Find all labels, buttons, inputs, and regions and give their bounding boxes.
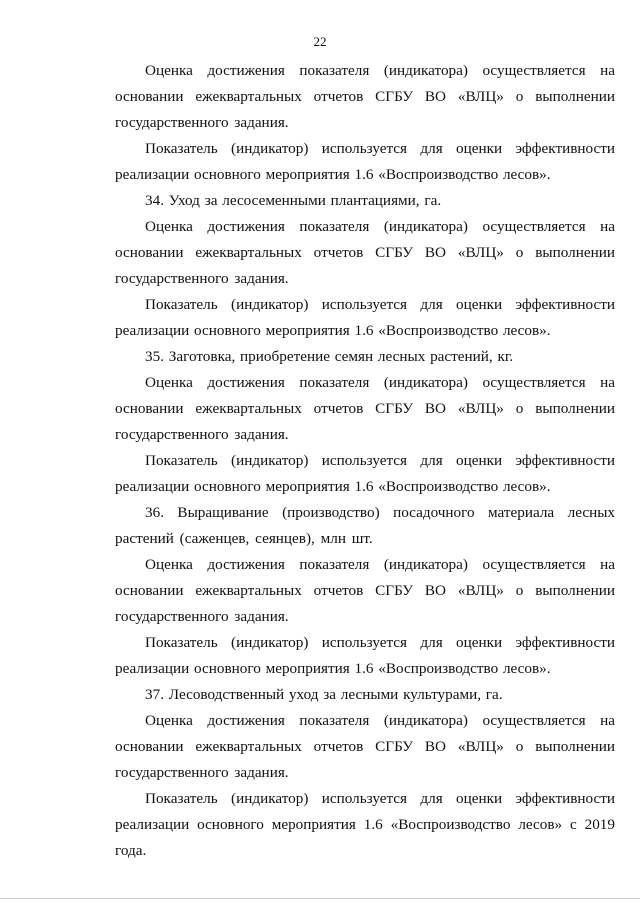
document-body	[115, 58, 615, 864]
paragraph-assessment-basis: Оценка достижения показателя (индикатора) осуществляется на основании ежеквартальных отчетов СГБУ ВО «ВЛЦ» о выполнении государственного задания.	[115, 374, 615, 443]
page-number: 22	[313, 34, 327, 49]
paragraph-item-35: 35. Заготовка, приобретение семян лесных растений, кг.	[145, 348, 514, 365]
paragraph-indicator-usage: Показатель (индикатор) используется для оценки эффективности реализации основного мероприятия 1.6 «Воспроизводство лесов».	[115, 140, 615, 183]
paragraph-item-34: 34. Уход за лесосеменными плантациями, га.	[145, 192, 442, 209]
paragraph-item-36: 36. Выращивание (производство) посадочного материала лесных растений (саженцев, сеянцев), млн шт.	[115, 504, 615, 547]
paragraph-assessment-basis: Оценка достижения показателя (индикатора) осуществляется на основании ежеквартальных отчетов СГБУ ВО «ВЛЦ» о выполнении государственного задания.	[115, 218, 615, 287]
paragraph-indicator-usage: Показатель (индикатор) используется для оценки эффективности реализации основного мероприятия 1.6 «Воспроизводство лесов».	[115, 296, 615, 339]
paragraph-item-37: 37. Лесоводственный уход за лесными культурами, га.	[145, 686, 503, 703]
paragraph-assessment-basis: Оценка достижения показателя (индикатора) осуществляется на основании ежеквартальных отчетов СГБУ ВО «ВЛЦ» о выполнении государственного задания.	[115, 62, 615, 131]
page-bottom-edge	[0, 898, 640, 899]
paragraph-indicator-usage: Показатель (индикатор) используется для оценки эффективности реализации основного мероприятия 1.6 «Воспроизводство лесов».	[115, 452, 615, 495]
paragraph-assessment-basis: Оценка достижения показателя (индикатора) осуществляется на основании ежеквартальных отчетов СГБУ ВО «ВЛЦ» о выполнении государственного задания.	[115, 712, 615, 781]
paragraph-indicator-usage: Показатель (индикатор) используется для оценки эффективности реализации основного мероприятия 1.6 «Воспроизводство лесов» с 2019 года.	[115, 790, 615, 859]
paragraph-indicator-usage: Показатель (индикатор) используется для оценки эффективности реализации основного мероприятия 1.6 «Воспроизводство лесов».	[115, 634, 615, 677]
paragraph-assessment-basis: Оценка достижения показателя (индикатора) осуществляется на основании ежеквартальных отчетов СГБУ ВО «ВЛЦ» о выполнении государственного задания.	[115, 556, 615, 625]
